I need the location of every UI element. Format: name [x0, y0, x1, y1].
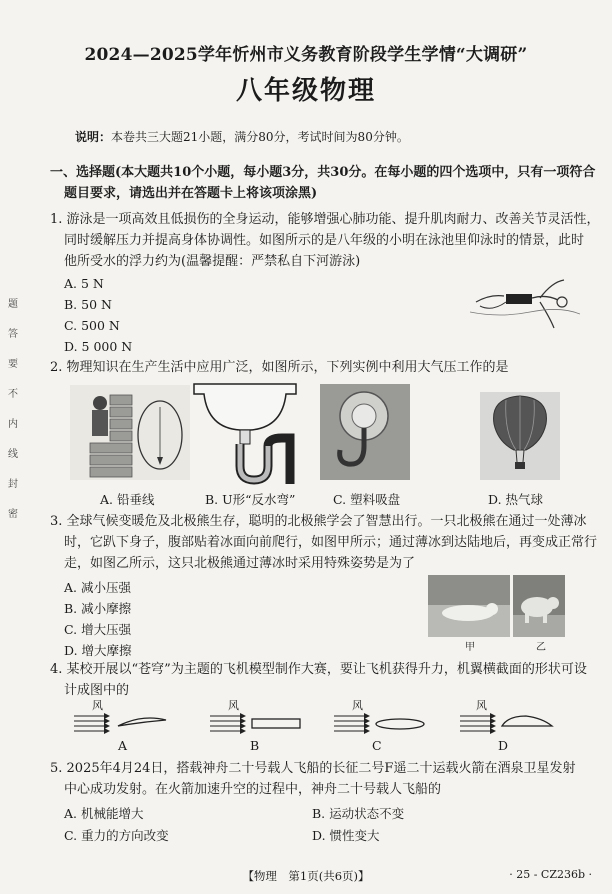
suction-cup-hook-photo [320, 384, 410, 480]
binding-margin-note [6, 290, 20, 530]
q1-stem-line3: 他所受水的浮力约为(温馨提醒：严禁私自下河游泳) [64, 254, 361, 269]
wind-label-a: 风 [92, 699, 103, 712]
q3-stem-line2: 时，它趴下身子，腹部贴着冰面向前爬行，如图甲所示；通过薄冰到达陆地后，再变成正常行 [64, 535, 598, 550]
margin-char: 封 [8, 479, 18, 490]
q3-stem-line1: 3. 全球气候变暖危及北极熊生存，聪明的北极熊学会了智慧出行。一只北极熊在通过一处薄冰 [50, 514, 587, 529]
margin-char: 不 [8, 389, 18, 400]
wind-label-d: 风 [476, 699, 487, 712]
polar-bear-crawling-photo [428, 575, 510, 637]
wind-label-b: 风 [228, 699, 239, 712]
q3-option-a[interactable]: A. 减小压强 [64, 580, 131, 595]
paper-code: · 25 - CZ236b · [509, 868, 592, 881]
margin-char: 密 [8, 509, 18, 520]
wing-section-c-figure[interactable] [332, 710, 428, 736]
q5-stem-line2: 中心成功发射。在火箭加速升空的过程中，神舟二十号载人飞船的 [64, 782, 442, 797]
margin-char: 线 [8, 449, 18, 460]
wing-label-d: D [498, 738, 509, 753]
photo-label-jia: 甲 [465, 642, 475, 653]
q5-option-a[interactable]: A. 机械能增大 [64, 806, 144, 821]
margin-char: 要 [8, 359, 18, 370]
wing-label-b: B [250, 738, 260, 753]
section-heading-line2: 题目要求，请选出并在答题卡上将该项涂黑) [64, 186, 318, 201]
q1-option-b[interactable]: B. 50 N [64, 297, 112, 312]
exam-instructions [75, 128, 409, 145]
q4-stem-line1: 4. 某校开展以“苍穹”为主题的飞机模型制作大赛，要让飞机获得升力，机翼横截面的形状可设 [50, 662, 587, 677]
wing-section-a-figure[interactable] [72, 710, 168, 736]
section-heading-line1: 一、选择题(本大题共10个小题，每小题3分，共30分。在每小题的四个选项中，只有一项符合 [50, 165, 596, 180]
margin-char: 内 [8, 419, 18, 430]
q5-stem-line1: 5. 2025年4月24日，搭载神舟二十号载人飞船的长征二号F遥二十运载火箭在酒泉卫星发射 [50, 761, 576, 776]
sink-u-trap-illustration [190, 380, 300, 486]
hot-air-balloon-photo [480, 392, 560, 480]
instructions-label: 说明： [75, 130, 112, 144]
exam-series-title: 2024—2025学年忻州市义务教育阶段学生学情“大调研” [84, 45, 528, 65]
q5-option-b[interactable]: B. 运动状态不变 [312, 806, 405, 821]
wing-label-a: A [118, 738, 128, 753]
polar-bear-walking-photo [513, 575, 565, 637]
backstroke-swimmer-illustration [470, 272, 580, 334]
q5-option-c[interactable]: C. 重力的方向改变 [64, 828, 169, 843]
q4-stem-line2: 计成图中的 [64, 683, 130, 698]
photo-label-yi: 乙 [536, 642, 546, 653]
margin-char: 答 [8, 329, 18, 340]
q2-option-d[interactable]: D. 热气球 [488, 492, 544, 507]
q2-option-b[interactable]: B. U形“反水弯” [205, 492, 296, 507]
q3-option-c[interactable]: C. 增大压强 [64, 622, 132, 637]
q2-option-a[interactable]: A. 铅垂线 [100, 492, 155, 507]
q1-stem-line1: 1. 游泳是一项高效且低损伤的全身运动，能够增强心肺功能、提升肌肉耐力、改善关节灵活性， [50, 212, 600, 227]
q1-stem-line2: 同时缓解压力并提高身体协调性。如图所示的是八年级的小明在泳池里仰泳时的情景，此时 [64, 233, 585, 248]
margin-char: 题 [8, 299, 18, 310]
wing-section-d-figure[interactable] [458, 710, 554, 736]
q1-option-d[interactable]: D. 5 000 N [64, 339, 133, 354]
wing-label-c: C [372, 738, 382, 753]
q2-option-c[interactable]: C. 塑料吸盘 [333, 492, 401, 507]
q3-option-d[interactable]: D. 增大摩擦 [64, 643, 132, 658]
wind-label-c: 风 [352, 699, 363, 712]
instructions-text: 本卷共三大题21小题，满分80分，考试时间为80分钟。 [111, 130, 409, 144]
q3-option-b[interactable]: B. 减小摩擦 [64, 601, 132, 616]
q3-stem-line3: 走，如图乙所示，这只北极熊通过薄冰时采用特殊姿势是为了 [64, 556, 416, 571]
q1-option-a[interactable]: A. 5 N [64, 276, 104, 291]
q1-option-c[interactable]: C. 500 N [64, 318, 120, 333]
q2-stem: 2. 物理知识在生产生活中应用广泛，如图所示，下列实例中利用大气压工作的是 [50, 360, 509, 375]
exam-subject-title: 八年级物理 [235, 76, 376, 106]
wing-section-b-figure[interactable] [208, 710, 304, 736]
q5-option-d[interactable]: D. 惯性变大 [312, 828, 380, 843]
page-footer: 【物理 第1页(共6页)】 [242, 869, 370, 883]
plumb-line-photo [70, 385, 190, 480]
